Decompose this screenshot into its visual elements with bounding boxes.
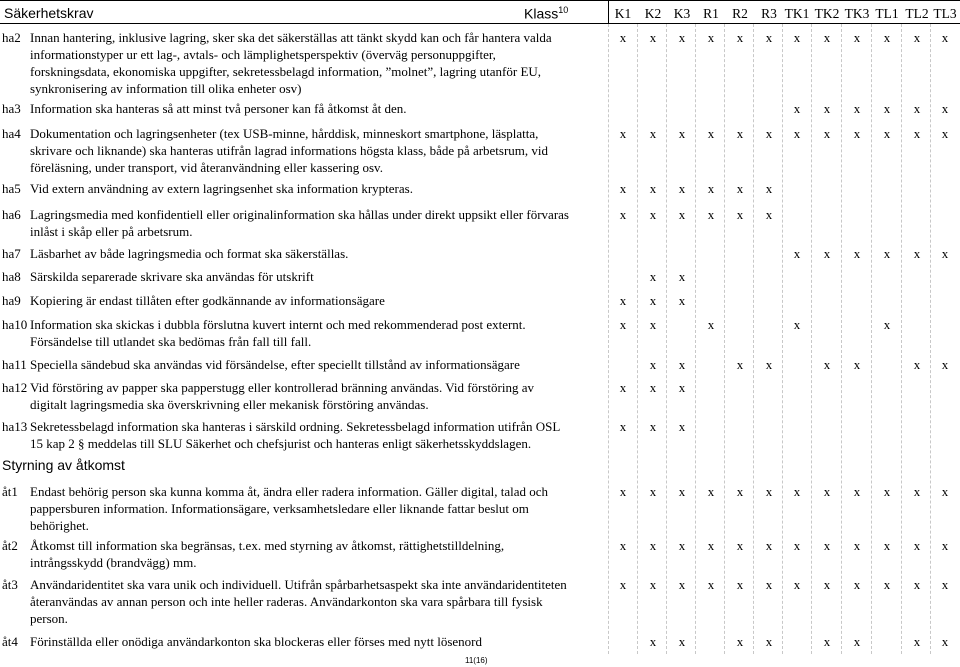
class-mark: x	[619, 419, 627, 434]
class-mark: x	[619, 126, 627, 141]
requirement-text-line: synkronisering av information till olika enheter osv)	[30, 81, 302, 96]
class-mark: x	[649, 293, 657, 308]
class-mark: x	[913, 126, 921, 141]
class-mark: x	[941, 577, 949, 592]
requirement-text-line: Kopiering är endast tillåten efter godkännande av informationsägare	[30, 293, 385, 308]
class-mark: x	[941, 246, 949, 261]
class-mark: x	[793, 317, 801, 332]
class-mark: x	[941, 538, 949, 553]
class-mark: x	[619, 317, 627, 332]
class-mark: x	[823, 126, 831, 141]
requirement-text-line: behörighet.	[30, 518, 89, 533]
class-mark: x	[619, 293, 627, 308]
requirement-text-line: person.	[30, 611, 68, 626]
class-mark: x	[765, 538, 773, 553]
class-mark: x	[853, 484, 861, 499]
class-mark: x	[913, 538, 921, 553]
class-mark: x	[678, 634, 686, 649]
column-header: TL3	[933, 6, 957, 21]
column-guide	[811, 24, 812, 654]
requirement-text-line: Vid förstöring av papper ska papperstugg eller kontrollerad bränning användas. Vid förstöring av	[30, 380, 534, 395]
class-mark: x	[823, 577, 831, 592]
column-guide	[841, 24, 842, 654]
class-mark: x	[649, 126, 657, 141]
class-mark: x	[793, 126, 801, 141]
klass-column-divider	[608, 0, 609, 24]
requirement-id: ha13	[2, 419, 28, 434]
class-mark: x	[736, 207, 744, 222]
column-header: R3	[761, 6, 777, 21]
class-mark: x	[823, 484, 831, 499]
class-mark: x	[619, 380, 627, 395]
class-mark: x	[823, 538, 831, 553]
class-mark: x	[736, 357, 744, 372]
requirement-text-line: 15 kap 2 § meddelas till SLU Säkerhet och chefsjurist och hanteras enligt säkerhetsskyddslagen.	[30, 436, 532, 451]
column-header: R2	[732, 6, 748, 21]
class-mark: x	[649, 269, 657, 284]
requirement-text-line: informationstyper ur ett lag-, avtals- och lämplighetsperspektiv (överväg personuppgifter,	[30, 47, 496, 62]
requirement-id: ha7	[2, 246, 21, 261]
class-mark: x	[765, 126, 773, 141]
class-mark: x	[707, 30, 715, 45]
requirement-text-line: skrivare och liknande) ska hanteras utifrån lagrad informations högsta klass, både på arbetsrum, vid	[30, 143, 549, 158]
column-header: TL1	[875, 6, 899, 21]
class-mark: x	[649, 419, 657, 434]
class-mark: x	[883, 246, 891, 261]
header-bottom-rule	[0, 23, 960, 24]
requirement-text-line: intrångsskydd (brandvägg) mm.	[30, 555, 197, 570]
requirement-text-line: Användaridentitet ska vara unik och individuell. Utifrån spårbarhetsaspekt ska inte användaridentiteten	[30, 577, 567, 592]
class-mark: x	[913, 30, 921, 45]
class-mark: x	[823, 30, 831, 45]
class-mark: x	[619, 30, 627, 45]
column-guide	[871, 24, 872, 654]
class-mark: x	[883, 30, 891, 45]
class-mark: x	[883, 317, 891, 332]
class-mark: x	[793, 577, 801, 592]
requirement-text-line: Endast behörig person ska kunna komma åt, ändra eller radera information. Gäller digital, talad och	[30, 484, 549, 499]
requirement-id: åt3	[2, 577, 18, 592]
requirement-text-line: Försändelse till utlandet ska bedömas från fall till fall.	[30, 334, 312, 349]
column-guide	[666, 24, 667, 654]
class-mark: x	[765, 357, 773, 372]
class-mark: x	[853, 357, 861, 372]
class-mark: x	[853, 101, 861, 116]
class-mark: x	[913, 577, 921, 592]
class-mark: x	[649, 380, 657, 395]
requirement-text-line: digitalt lagringsmedia ska överskrivning eller mekanisk förstöring användas.	[30, 397, 429, 412]
table-header-title: Säkerhetskrav	[4, 5, 94, 21]
class-mark: x	[793, 538, 801, 553]
class-mark: x	[649, 484, 657, 499]
class-mark: x	[736, 126, 744, 141]
column-guide	[695, 24, 696, 654]
class-mark: x	[649, 538, 657, 553]
klass-label: Klass	[524, 5, 559, 22]
column-guide	[724, 24, 725, 654]
requirement-text-line: Dokumentation och lagringsenheter (tex USB-minne, hårddisk, minneskort smartphone, läsplatta,	[30, 126, 539, 141]
class-mark: x	[823, 634, 831, 649]
class-mark: x	[823, 101, 831, 116]
class-mark: x	[649, 577, 657, 592]
class-mark: x	[765, 577, 773, 592]
class-mark: x	[883, 538, 891, 553]
class-mark: x	[853, 246, 861, 261]
klass-footnote: 10	[558, 5, 569, 15]
class-mark: x	[707, 317, 715, 332]
class-mark: x	[913, 246, 921, 261]
requirement-text-line: Speciella sändebud ska användas vid försändelse, efter speciellt tillstånd av informationsägare	[30, 357, 520, 372]
class-mark: x	[736, 538, 744, 553]
column-header: TK2	[814, 6, 840, 21]
class-mark: x	[941, 357, 949, 372]
class-mark: x	[707, 126, 715, 141]
class-mark: x	[736, 181, 744, 196]
column-header: R1	[703, 6, 719, 21]
class-mark: x	[793, 484, 801, 499]
class-mark: x	[678, 419, 686, 434]
class-mark: x	[883, 484, 891, 499]
column-header: K3	[673, 6, 691, 21]
class-mark: x	[765, 181, 773, 196]
requirement-text-line: återanvändas av annan person och inte heller raderas. Användarkonton ska vara spårbara till fysisk	[30, 594, 543, 609]
class-mark: x	[707, 538, 715, 553]
section-heading: Styrning av åtkomst	[2, 457, 125, 473]
requirement-text-line: Förinställda eller onödiga användarkonton ska blockeras eller förses med nytt lösenord	[30, 634, 482, 649]
class-mark: x	[678, 126, 686, 141]
class-mark: x	[649, 30, 657, 45]
class-mark: x	[649, 317, 657, 332]
column-header: TK1	[784, 6, 810, 21]
class-mark: x	[619, 538, 627, 553]
class-mark: x	[678, 207, 686, 222]
class-mark: x	[678, 293, 686, 308]
class-mark: x	[649, 207, 657, 222]
class-mark: x	[883, 126, 891, 141]
column-guide	[930, 24, 931, 654]
class-mark: x	[853, 126, 861, 141]
class-mark: x	[913, 634, 921, 649]
class-mark: x	[765, 484, 773, 499]
class-mark: x	[853, 538, 861, 553]
class-mark: x	[678, 30, 686, 45]
column-header: K1	[614, 6, 632, 21]
class-mark: x	[649, 181, 657, 196]
requirement-text-line: Vid extern användning av extern lagringsenhet ska information krypteras.	[30, 181, 413, 196]
requirement-text-line: Särskilda separerade skrivare ska användas för utskrift	[30, 269, 314, 284]
requirement-text-line: Information ska hanteras så att minst två personer kan få åtkomst åt den.	[30, 101, 407, 116]
column-guide	[753, 24, 754, 654]
requirement-text-line: föreläsning, under transport, vid återanvändning eller kassering osv.	[30, 160, 383, 175]
class-mark: x	[649, 357, 657, 372]
requirement-text-line: Sekretessbelagd information ska hanteras i särskild ordning. Sekretessbelagd information utifrån OSL	[30, 419, 561, 434]
class-mark: x	[649, 634, 657, 649]
column-header: K2	[644, 6, 662, 21]
class-mark: x	[707, 577, 715, 592]
class-mark: x	[707, 207, 715, 222]
requirement-id: åt4	[2, 634, 18, 649]
column-guide	[637, 24, 638, 654]
requirement-id: ha12	[2, 380, 28, 395]
requirement-text-line: Information ska skickas i dubbla förslutna kuvert internt och med rekommenderad post externt.	[30, 317, 526, 332]
requirement-id: åt2	[2, 538, 18, 553]
class-mark: x	[823, 357, 831, 372]
class-mark: x	[678, 577, 686, 592]
class-mark: x	[678, 357, 686, 372]
requirement-id: ha4	[2, 126, 21, 141]
klass-header	[524, 5, 568, 22]
class-mark: x	[941, 484, 949, 499]
class-mark: x	[619, 484, 627, 499]
class-mark: x	[913, 484, 921, 499]
requirement-id: ha2	[2, 30, 21, 45]
requirement-id: ha3	[2, 101, 21, 116]
class-mark: x	[678, 484, 686, 499]
class-mark: x	[765, 207, 773, 222]
class-mark: x	[736, 634, 744, 649]
class-mark: x	[765, 30, 773, 45]
header-top-rule	[0, 0, 960, 1]
class-mark: x	[883, 577, 891, 592]
requirement-text-line: pappersburen information. Informationsägare, verksamhetsledare eller liknande fattar beslut om	[30, 501, 529, 516]
requirement-id: ha8	[2, 269, 21, 284]
requirement-text-line: Åtkomst till information ska begränsas, t.ex. med styrning av åtkomst, rättighetstilldelning,	[30, 538, 505, 553]
class-mark: x	[941, 126, 949, 141]
column-guide	[901, 24, 902, 654]
requirement-id: ha9	[2, 293, 21, 308]
requirement-text-line: Innan hantering, inklusive lagring, sker ska det säkerställas att tänkt skydd kan och får hantera valda	[30, 30, 552, 45]
requirement-id: ha6	[2, 207, 21, 222]
class-mark: x	[619, 207, 627, 222]
column-header: TK3	[844, 6, 870, 21]
class-mark: x	[707, 484, 715, 499]
class-mark: x	[678, 181, 686, 196]
class-mark: x	[793, 246, 801, 261]
column-header: TL2	[905, 6, 929, 21]
requirement-text-line: Läsbarhet av både lagringsmedia och format ska säkerställas.	[30, 246, 349, 261]
requirement-id: ha10	[2, 317, 28, 332]
class-mark: x	[941, 30, 949, 45]
class-mark: x	[853, 30, 861, 45]
class-mark: x	[736, 484, 744, 499]
requirement-text-line: Lagringsmedia med konfidentiell eller originalinformation ska hållas under direkt uppsikt eller förvaras	[30, 207, 569, 222]
class-mark: x	[736, 577, 744, 592]
requirement-id: ha11	[2, 357, 27, 372]
class-mark: x	[619, 577, 627, 592]
class-mark: x	[793, 101, 801, 116]
class-mark: x	[883, 101, 891, 116]
requirement-text-line: forskningsdata, ekonomiska uppgifter, sekretessbelagd information, ”molnet”, lagring utanför EU,	[30, 64, 542, 79]
class-mark: x	[765, 634, 773, 649]
column-guide	[608, 24, 609, 654]
class-mark: x	[678, 538, 686, 553]
column-guide	[782, 24, 783, 654]
class-mark: x	[707, 181, 715, 196]
class-mark: x	[853, 634, 861, 649]
requirement-id: åt1	[2, 484, 18, 499]
class-mark: x	[793, 30, 801, 45]
requirement-id: ha5	[2, 181, 21, 196]
class-mark: x	[913, 101, 921, 116]
page-number: 11(16)	[465, 656, 488, 665]
class-mark: x	[678, 380, 686, 395]
requirement-text-line: inlåst i skåp eller på arbetsrum.	[30, 224, 193, 239]
class-mark: x	[941, 101, 949, 116]
class-mark: x	[941, 634, 949, 649]
class-mark: x	[736, 30, 744, 45]
class-mark: x	[823, 246, 831, 261]
class-mark: x	[853, 577, 861, 592]
class-mark: x	[678, 269, 686, 284]
class-mark: x	[913, 357, 921, 372]
class-mark: x	[619, 181, 627, 196]
